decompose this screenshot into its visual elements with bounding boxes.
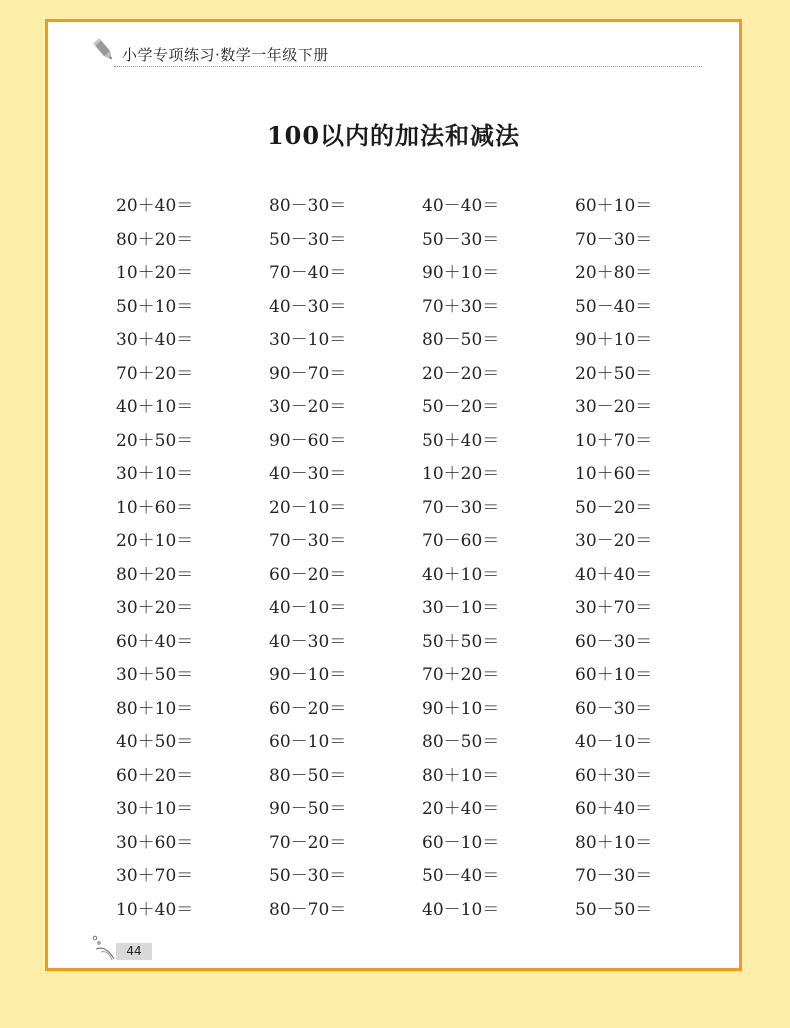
math-problem: 30＋70＝ xyxy=(116,866,194,886)
math-problem: 50－30＝ xyxy=(269,229,347,250)
book-series-title: 小学专项练习·数学一年级下册 xyxy=(122,46,329,64)
math-problem: 60＋10＝ xyxy=(575,196,653,216)
page-title: 100以内的加法和减法 xyxy=(266,121,521,150)
math-problem: 40－30＝ xyxy=(269,631,347,652)
math-problem: 80＋20＝ xyxy=(116,229,194,250)
math-problem: 80＋10＝ xyxy=(116,698,194,719)
math-problem: 40＋10＝ xyxy=(116,397,194,417)
math-problem: 70－40＝ xyxy=(269,263,347,283)
math-problem: 80＋20＝ xyxy=(116,564,194,585)
math-problem: 30－20＝ xyxy=(269,397,347,417)
math-problem: 40－10＝ xyxy=(575,732,653,752)
math-problem: 50－30＝ xyxy=(422,229,500,250)
pencil-icon xyxy=(92,36,116,64)
math-problem: 90－70＝ xyxy=(269,363,347,384)
math-problem: 90－60＝ xyxy=(269,430,347,451)
math-problem: 20＋40＝ xyxy=(422,799,500,819)
math-problem: 70＋30＝ xyxy=(422,296,500,317)
math-problem: 70－30＝ xyxy=(269,531,347,551)
math-problem: 10＋20＝ xyxy=(422,464,500,484)
math-problem: 70－30＝ xyxy=(575,229,653,250)
math-problem: 20＋50＝ xyxy=(116,430,194,451)
math-problem: 60＋40＝ xyxy=(116,631,194,652)
math-problem: 30＋10＝ xyxy=(116,464,194,484)
math-problem: 60－20＝ xyxy=(269,698,347,719)
math-problem: 20＋50＝ xyxy=(575,363,653,384)
math-problem: 30－10＝ xyxy=(269,330,347,350)
math-problem: 80－50＝ xyxy=(422,330,500,350)
math-problem: 30－10＝ xyxy=(422,598,500,618)
math-problem: 60＋10＝ xyxy=(575,665,653,685)
math-problem: 40－10＝ xyxy=(422,899,500,920)
math-problem: 70－30＝ xyxy=(575,866,653,886)
math-problem: 30＋20＝ xyxy=(116,598,194,618)
math-problem: 70＋20＝ xyxy=(422,665,500,685)
math-problem: 10＋60＝ xyxy=(575,464,653,484)
math-problem: 50＋40＝ xyxy=(422,430,500,451)
math-problem: 20＋10＝ xyxy=(116,531,194,551)
math-problem: 80＋10＝ xyxy=(422,765,500,786)
math-problem: 80－30＝ xyxy=(269,196,347,216)
math-problem: 50＋50＝ xyxy=(422,631,500,652)
math-problem: 60－30＝ xyxy=(575,631,653,652)
math-problem: 30＋10＝ xyxy=(116,799,194,819)
math-problem: 50－40＝ xyxy=(575,296,653,317)
math-problem: 20－20＝ xyxy=(422,363,500,384)
math-problem: 60－30＝ xyxy=(575,698,653,719)
math-problem: 30－20＝ xyxy=(575,531,653,551)
math-problem: 30＋50＝ xyxy=(116,665,194,685)
math-problem: 60－10＝ xyxy=(269,732,347,752)
math-problem: 80－50＝ xyxy=(422,732,500,752)
math-problem: 50－20＝ xyxy=(422,397,500,417)
math-problem: 80＋10＝ xyxy=(575,832,653,853)
math-problem: 40＋50＝ xyxy=(116,732,194,752)
math-problem: 10＋60＝ xyxy=(116,497,194,518)
math-problem: 80－50＝ xyxy=(269,765,347,786)
math-problem: 20＋40＝ xyxy=(116,196,194,216)
math-problem: 10＋70＝ xyxy=(575,430,653,451)
math-problem: 60－20＝ xyxy=(269,564,347,585)
worksheet-page xyxy=(45,19,742,971)
math-problem: 50－50＝ xyxy=(575,899,653,920)
math-problem: 50－40＝ xyxy=(422,866,500,886)
page-number: 44 xyxy=(116,943,152,960)
math-problem: 90－10＝ xyxy=(269,665,347,685)
math-problem: 90＋10＝ xyxy=(422,263,500,283)
math-problem: 60＋40＝ xyxy=(575,799,653,819)
math-problem: 10＋20＝ xyxy=(116,263,194,283)
math-problem: 50－30＝ xyxy=(269,866,347,886)
math-problem: 80－70＝ xyxy=(269,899,347,920)
math-problem: 40＋40＝ xyxy=(575,564,653,585)
math-problem: 60－10＝ xyxy=(422,832,500,853)
math-problem: 40＋10＝ xyxy=(422,564,500,585)
header-divider xyxy=(114,66,702,67)
math-problem: 20＋80＝ xyxy=(575,263,653,283)
math-problem: 30＋70＝ xyxy=(575,598,653,618)
math-problem: 10＋40＝ xyxy=(116,899,194,920)
math-problem: 90＋10＝ xyxy=(575,330,653,350)
math-problem: 30－20＝ xyxy=(575,397,653,417)
math-problem: 40－30＝ xyxy=(269,296,347,317)
math-problem: 70－30＝ xyxy=(422,497,500,518)
math-problem: 70－20＝ xyxy=(269,832,347,853)
math-problem: 40－30＝ xyxy=(269,464,347,484)
math-problem: 60＋30＝ xyxy=(575,765,653,786)
math-problem: 30＋60＝ xyxy=(116,832,194,853)
math-problem: 50－20＝ xyxy=(575,497,653,518)
math-problem: 90＋10＝ xyxy=(422,698,500,719)
math-problem: 50＋10＝ xyxy=(116,296,194,317)
math-problem: 70＋20＝ xyxy=(116,363,194,384)
swirl-decoration-icon xyxy=(92,935,116,961)
math-problem: 90－50＝ xyxy=(269,799,347,819)
problem-grid xyxy=(116,192,728,929)
math-problem: 70－60＝ xyxy=(422,531,500,551)
math-problem: 30＋40＝ xyxy=(116,330,194,350)
math-problem: 40－10＝ xyxy=(269,598,347,618)
math-problem: 20－10＝ xyxy=(269,497,347,518)
math-problem: 40－40＝ xyxy=(422,196,500,216)
math-problem: 60＋20＝ xyxy=(116,765,194,786)
